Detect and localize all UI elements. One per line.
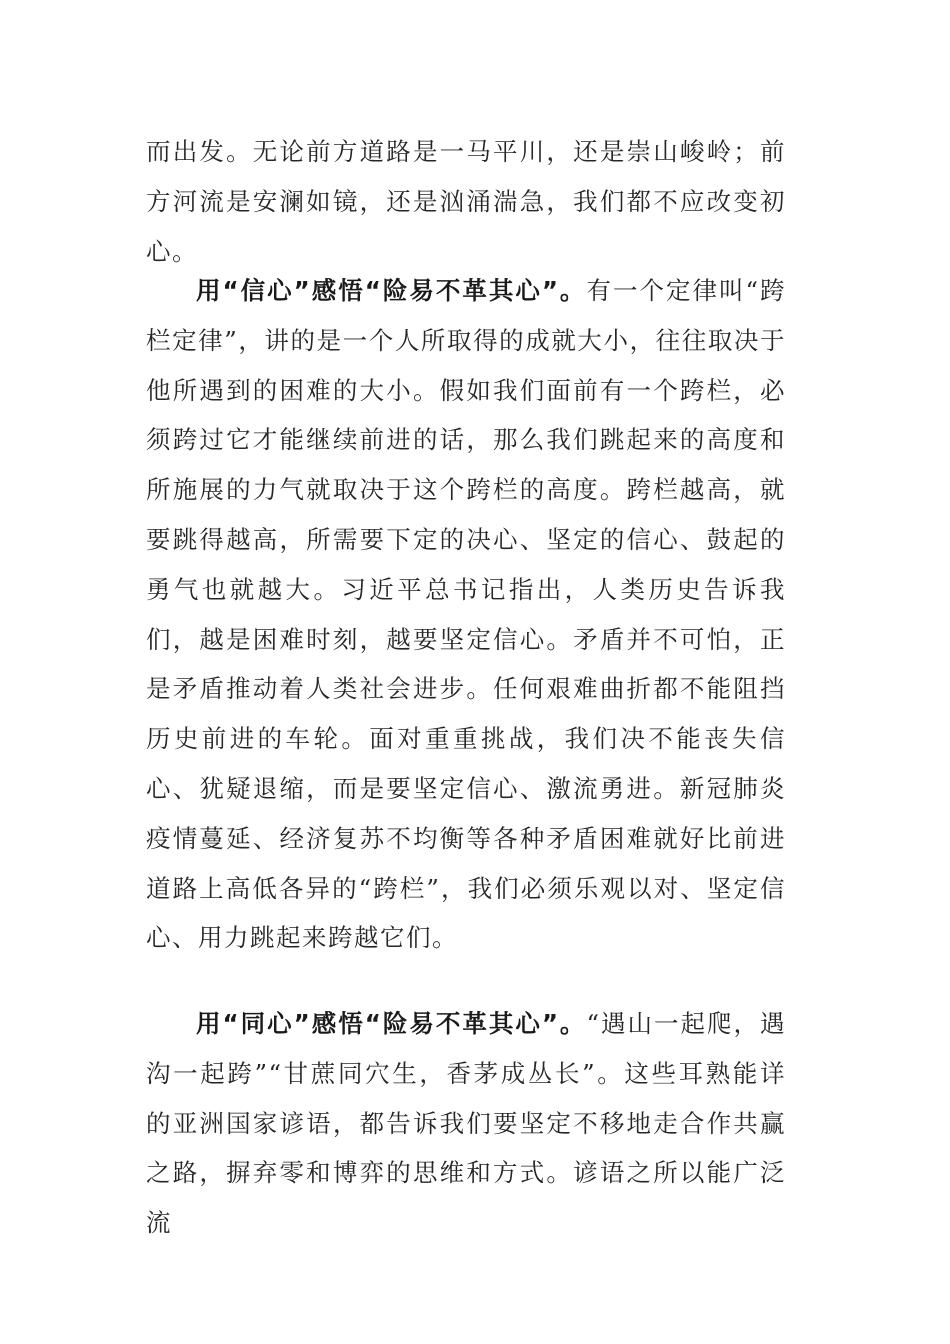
- paragraph-unity: [146, 999, 786, 1248]
- paragraph-body: 有一个定律叫“跨栏定律”，讲的是一个人所取得的成就大小，往往取决于他所遇到的困难的大小。假如我们面前有一个跨栏，必须跨过它才能继续前进的话，那么我们跳起来的高度和所施展的力气就取决于这个跨栏的高度。跨栏越高，就要跳得越高，所需要下定的决心、坚定的信心、鼓起的勇气也就越大。习近平总书记指出，人类历史告诉我们，越是困难时刻，越要坚定信心。矛盾并不可怕，正是矛盾推动着人类社会进步。任何艰难曲折都不能阻挡历史前进的车轮。面对重重挑战，我们决不能丧失信心、犹疑退缩，而是要坚定信心、激流勇进。新冠肺炎疫情蔓延、经济复苏不均衡等各种矛盾困难就好比前进道路上高低各异的“跨栏”，我们必须乐观以对、坚定信心、用力跳起来跨越它们。: [146, 276, 786, 953]
- paragraph: [146, 999, 786, 1248]
- paragraph-confidence: [146, 266, 786, 963]
- paragraph-heading: 用“信心”感悟“险易不革其心”。: [196, 276, 587, 305]
- paragraph-body: “遇山一起爬，遇沟一起跨”“甘蔗同穴生，香茅成丛长”。这些耳熟能详的亚洲国家谚语，都告诉我们要坚定不移地走合作共赢之路，摒弃零和博弈的思维和方式。谚语之所以能广泛流: [146, 1009, 786, 1238]
- paragraph-continuation: [146, 127, 786, 276]
- paragraph-body: 而出发。无论前方道路是一马平川，还是崇山峻岭；前方河流是安澜如镜，还是汹涌湍急，我们都不应改变初心。: [146, 137, 786, 266]
- paragraph: [146, 266, 786, 963]
- paragraph-heading: 用“同心”感悟“险易不革其心”。: [196, 1009, 587, 1038]
